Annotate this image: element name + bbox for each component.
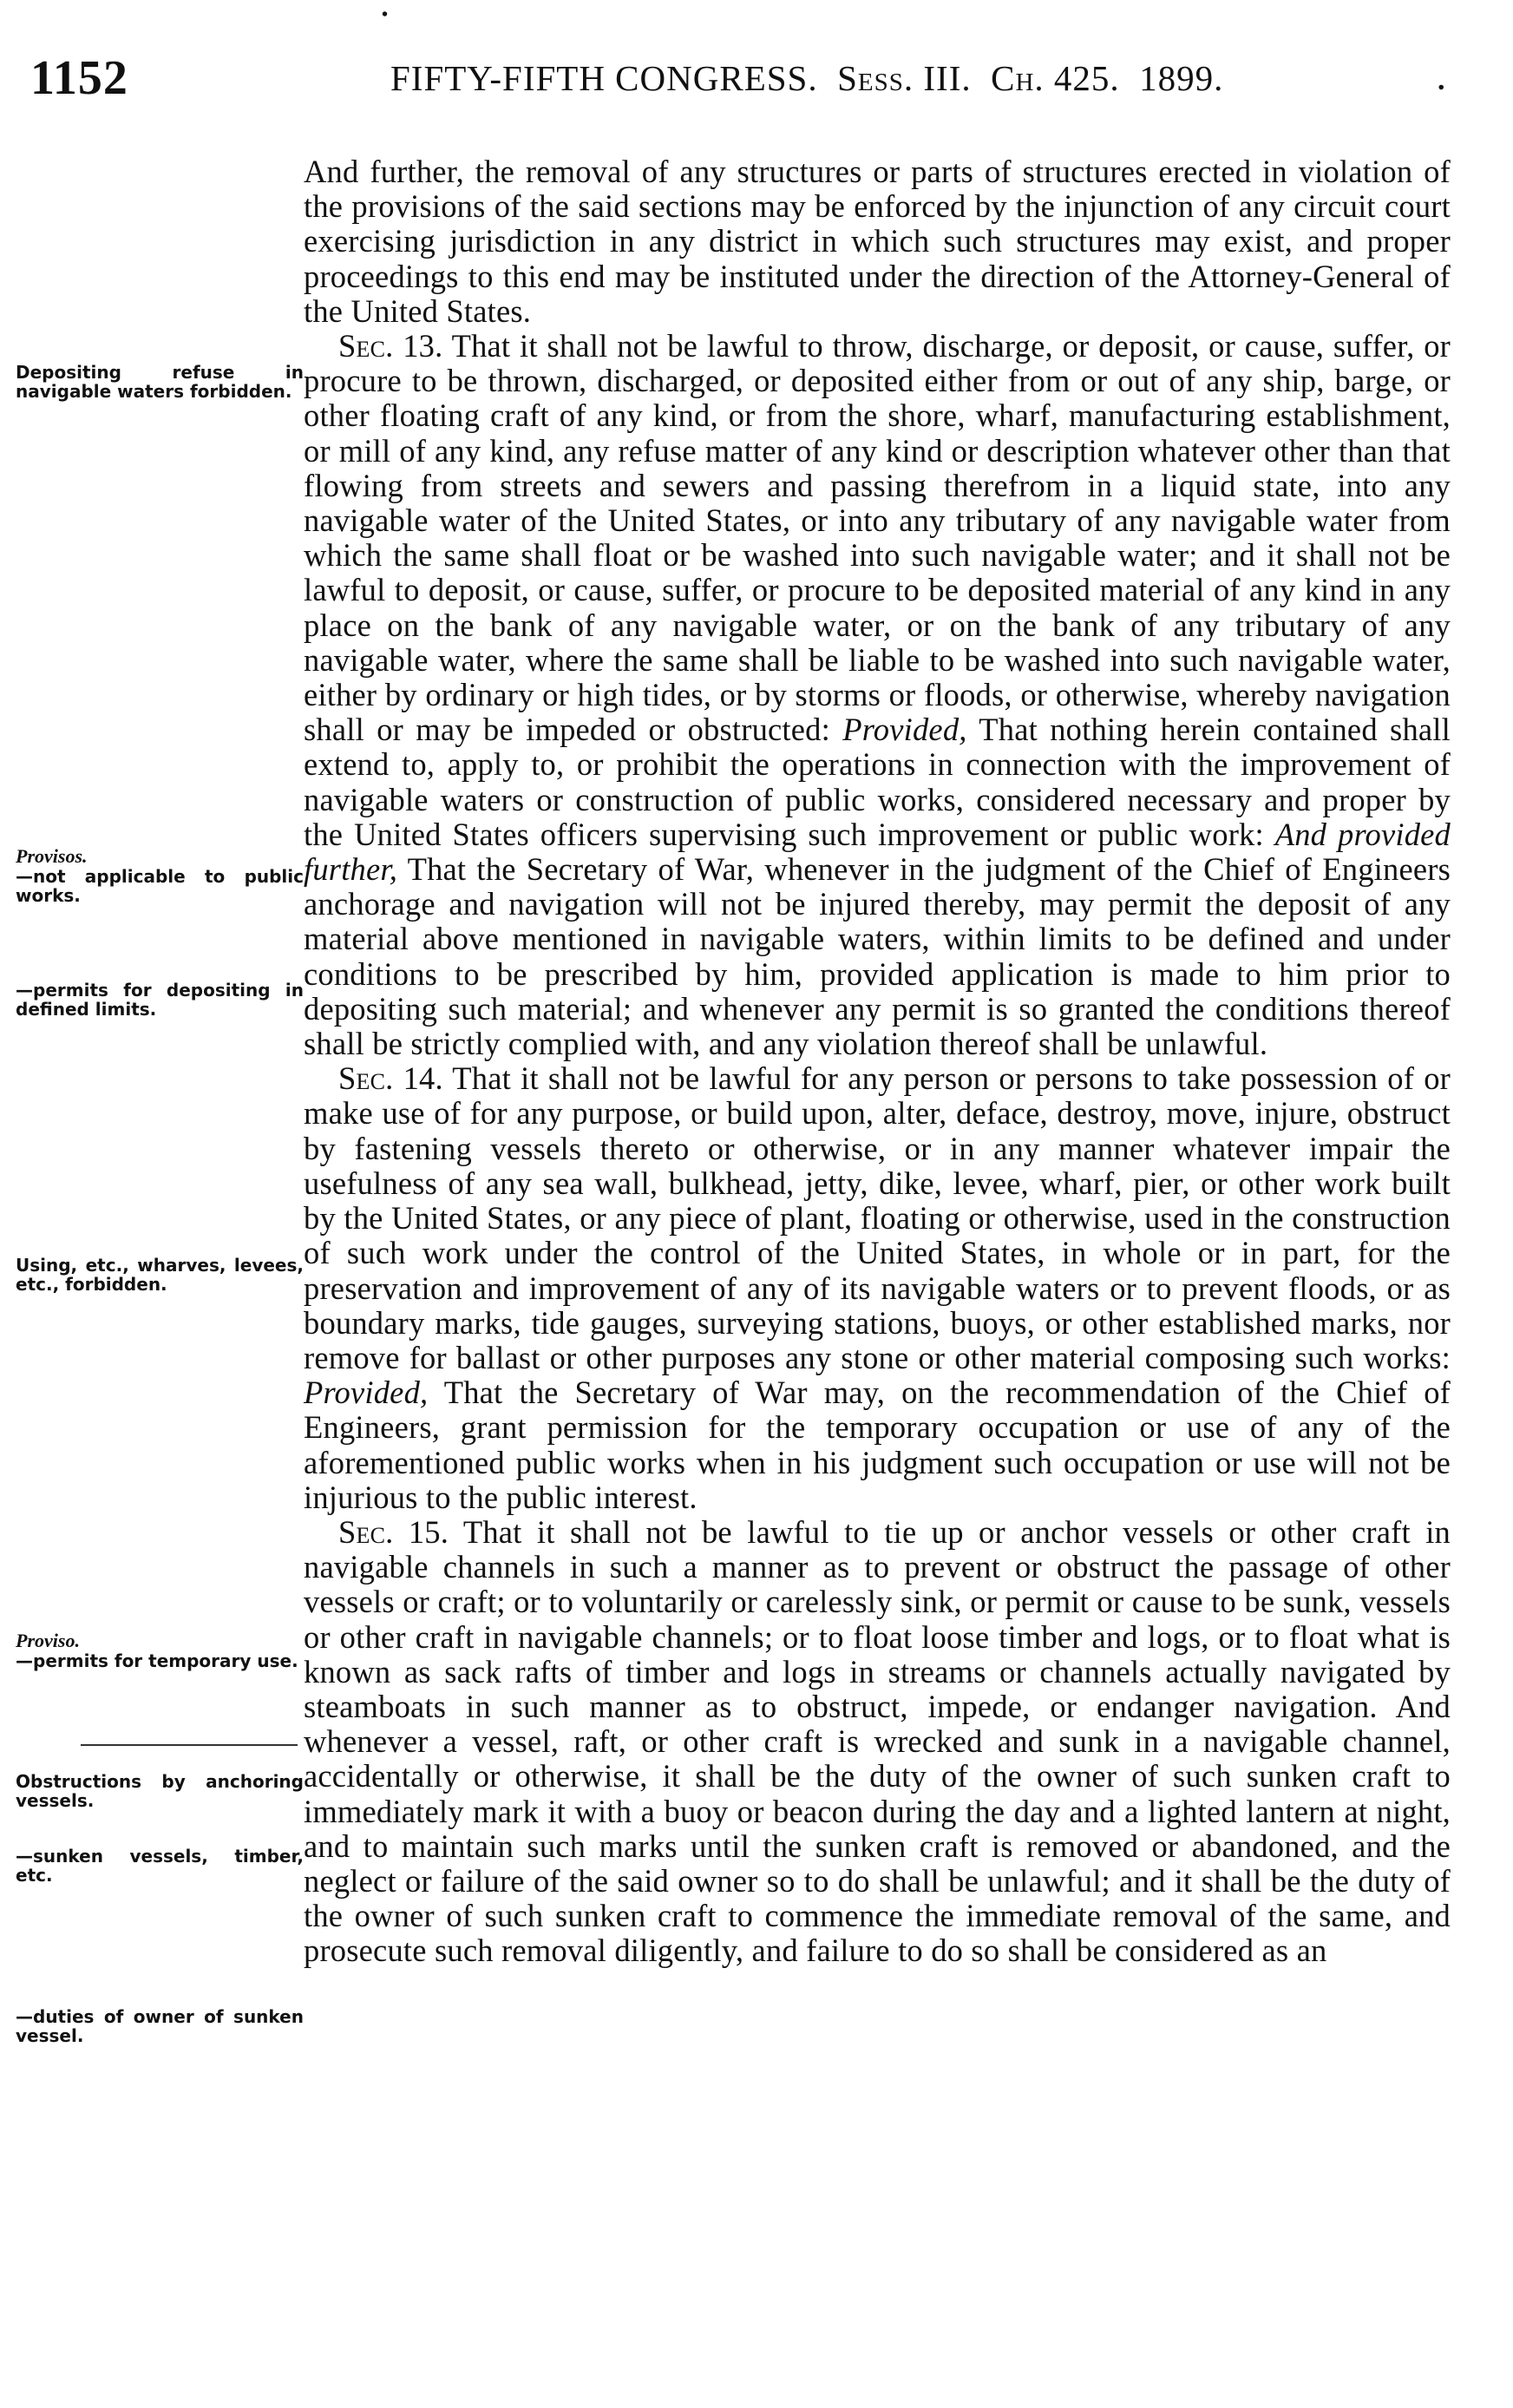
margin-note-provisos: Provisos. xyxy=(16,845,88,867)
margin-notes xyxy=(16,0,304,2408)
paragraph-intro: And further, the removal of any structures or parts of structures erected in violation of the provisions of the said sections may be enforced by the injunction of any circuit court exercising jurisdiction in any district in which such structures may exist, and proper proceedings to this end may be instituted under the direction of the Attorney-General of the United States. xyxy=(304,154,1451,329)
margin-note: —duties of owner of sunken vessel. xyxy=(16,2006,304,2046)
statute-text xyxy=(304,154,1451,1969)
margin-note: Depositing refuse in navigable waters forbidden. xyxy=(16,362,304,402)
section-13: Sec. 13. That it shall not be lawful to throw, discharge, or deposit, or cause, suffer, or procure to be thrown, discharged, or deposited either from or out of any ship, barge, or other floating craft of any kind, or from the shore, wharf, manufacturing establishment, or mill of any kind, any refuse matter of any kind or description whatever other than that flowing from streets and sewers and passing therefrom in a liquid state, into any navigable water of the United States, or into any tributary of any navigable water from which the same shall float or be washed into such navigable water; and it shall not be lawful to deposit, or cause, suffer, or procure to be deposited material of any kind in any place on the bank of any navigable water, or on the bank of any tributary of any navigable water, where the same shall be liable to be washed into such navigable water, either by ordinary or high tides, or by storms or floods, or otherwise, whereby navigation shall or may be impeded or obstructed: Provided, That nothing herein contained shall extend to, apply to, or prohibit the operations in connection with the improvement of navigable waters or construction of public works, considered necessary and proper by the United States officers supervising such improvement or public work: And provided further, That the Secretary of War, whenever in the judgment of the Chief of Engineers anchorage and navigation will not be injured thereby, may permit the deposit of any material above mentioned in navigable waters, within limits to be defined and under conditions to be prescribed by him, provided application is made to him prior to depositing such material; and whenever any permit is so granted the conditions thereof shall be strictly complied with, and any violation thereof shall be unlawful. xyxy=(304,328,1451,1062)
margin-note: Using, etc., wharves, levees, etc., forbidden. xyxy=(16,1255,304,1295)
margin-note: —not applicable to public works. xyxy=(16,866,304,906)
page-number: 1152 xyxy=(30,51,128,105)
proviso-label: And provided further, xyxy=(304,816,1451,888)
proviso-label: Provided, xyxy=(304,1375,429,1411)
margin-note: Obstructions by anchoring vessels. xyxy=(16,1771,304,1811)
stray-mark: • xyxy=(382,5,389,24)
margin-note: —permits for temporary use. xyxy=(16,1650,298,1671)
congress-title: FIFTY-FIFTH CONGRESS. xyxy=(390,58,818,98)
header-trail-mark: . xyxy=(1438,64,1445,96)
section-13-label: Sec. 13. xyxy=(338,328,443,364)
chapter-label: Ch. 425. xyxy=(991,58,1120,98)
proviso-label: Provided, xyxy=(842,712,967,748)
margin-note: —sunken vessels, timber, etc. xyxy=(16,1846,304,1886)
margin-note: —permits for depositing in defined limits. xyxy=(16,980,304,1020)
session-label: Sess. III. xyxy=(837,58,972,98)
section-14-label: Sec. 14. xyxy=(338,1060,443,1097)
margin-divider xyxy=(81,1744,298,1746)
section-15: Sec. 15. That it shall not be lawful to tie up or anchor vessels or other craft in navigable channels in such a manner as to prevent or obstruct the passage of other vessels or craft; or to voluntarily or carelessly sink, or permit or cause to be sunk, vessels or other craft in navigable channels; or to float loose timber and logs, or to float what is known as sack rafts of timber and logs in streams or channels actually navigated by steamboats in such manner as to obstruct, impede, or endanger navigation. And whenever a vessel, raft, or other craft is wrecked and sunk in a navigable channel, accidentally or otherwise, it shall be the duty of the owner of such sunken craft to immediately mark it with a buoy or beacon during the day and a lighted lantern at night, and to maintain such marks until the sunken craft is removed or abandoned, and the neglect or failure of the said owner so to do shall be unlawful; and it shall be the duty of the owner of such sunken craft to commence the immediate removal of the same, and prosecute such removal diligently, and failure to do so shall be considered as an xyxy=(304,1513,1451,1969)
section-15-label: Sec. 15. xyxy=(338,1513,449,1550)
year-label: 1899. xyxy=(1139,58,1224,98)
section-14: Sec. 14. That it shall not be lawful for any person or persons to take possession of or make use of for any purpose, or build upon, alter, deface, destroy, move, injure, obstruct by fastening vessels thereto or otherwise, or in any manner whatever impair the usefulness of any sea wall, bulkhead, jetty, dike, levee, wharf, pier, or other work built by the United States, or any piece of plant, floating or otherwise, used in the construction of such work under the control of the United States, in whole or in part, for the preservation and improvement of any of its navigable waters or to prevent floods, or as boundary marks, tide gauges, surveying stations, buoys, or other established marks, nor remove for ballast or other purposes any stone or other material composing such works: Provided, That the Secretary of War may, on the recommendation of the Chief of Engineers, grant permission for the temporary occupation or use of any of the aforementioned public works when in his judgment such occupation or use will not be injurious to the public interest. xyxy=(304,1060,1451,1515)
margin-note-proviso: Proviso. xyxy=(16,1630,80,1651)
running-head xyxy=(390,57,1223,99)
